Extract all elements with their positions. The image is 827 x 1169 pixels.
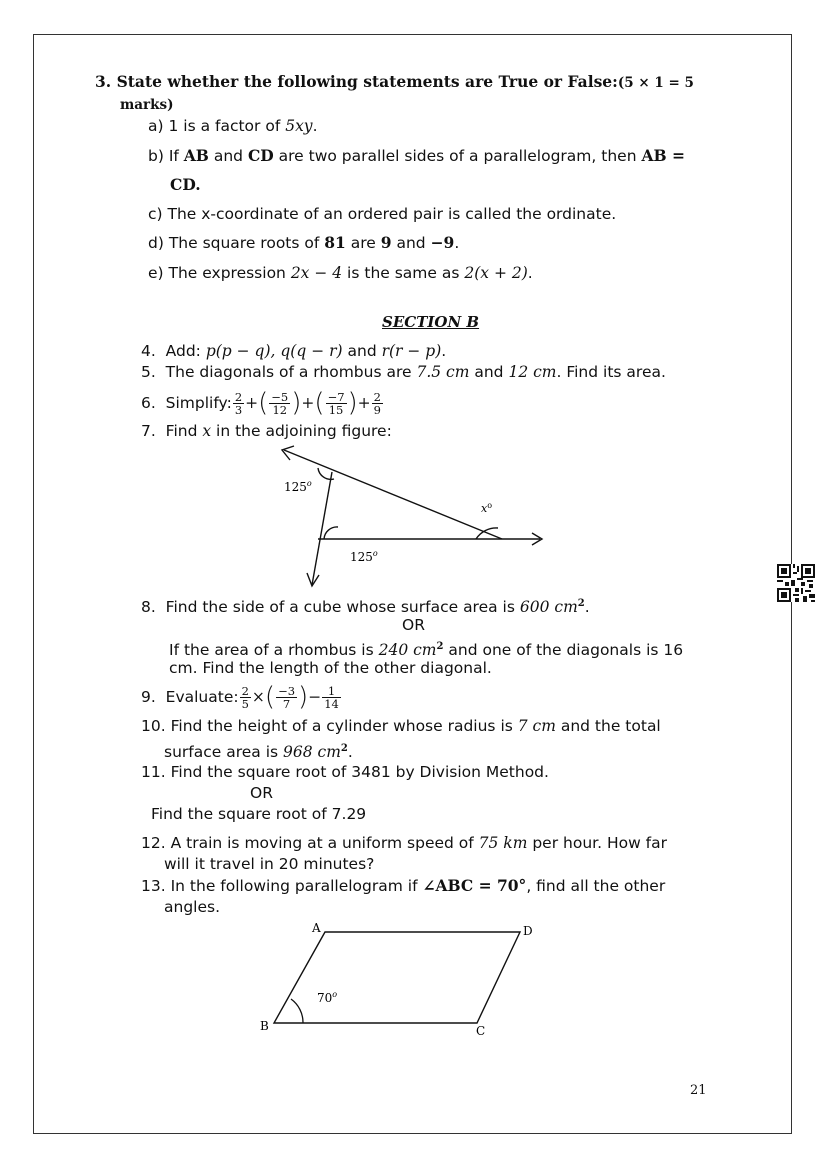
- vertex-label-a: A: [312, 921, 321, 935]
- parallelogram-shape: [274, 932, 520, 1023]
- question-4: 4. Add: p(p − q), q(q − r) and r(r − p).: [141, 342, 447, 360]
- vertex-label-b: B: [260, 1019, 269, 1033]
- question-10-cont: surface area is 968 $cm^2$.: [164, 743, 353, 762]
- fraction: $\frac{-3}{7}$: [278, 683, 296, 711]
- angle-arc-bottom: [324, 527, 338, 539]
- question-10: 10. Find the height of a cylinder whose radius is 7 cm and the total: [141, 717, 661, 735]
- angle-arc-b: [291, 999, 303, 1023]
- upper-ray: [284, 450, 502, 539]
- question-11: 11. Find the square root of 3481 by Division Method.: [141, 763, 549, 781]
- page-number: 21: [690, 1083, 707, 1098]
- section-b-heading: SECTION B: [382, 313, 480, 331]
- transversal-ray: [312, 472, 332, 585]
- fraction: $\frac{2}{9}$: [373, 389, 381, 417]
- angle-figure: [270, 440, 560, 595]
- q3-item-e: e) The expression 2x − 4 is the same as 2(x + 2).: [148, 264, 533, 282]
- angle-label-bottom: 125$^o$: [350, 549, 378, 564]
- question-13: 13. In the following parallelogram if ∠ABC = 70°, find all the other: [141, 876, 666, 895]
- q3-item-b: b) If AB and CD are two parallel sides of a parallelogram, then AB =: [148, 146, 685, 165]
- question-7: 7. Find x in the adjoining figure:: [141, 422, 392, 440]
- fraction: $\frac{2}{5}$: [241, 683, 249, 711]
- question-12-cont: will it travel in 20 minutes?: [164, 855, 375, 873]
- angle-label-x: $x^o$: [481, 501, 493, 515]
- question-5: 5. The diagonals of a rhombus are 7.5 cm and 12 cm. Find its area.: [141, 363, 666, 381]
- q11-or: OR: [250, 784, 273, 802]
- q3-item-a: a) 1 is a factor of 5xy.: [148, 117, 318, 135]
- q11-alt: Find the square root of 7.29: [151, 805, 367, 823]
- vertex-label-d: D: [523, 924, 533, 938]
- question-13-cont: angles.: [164, 898, 221, 916]
- question-8: 8. Find the side of a cube whose surface area is 600 $cm^2$.: [141, 598, 590, 617]
- q8-or: OR: [402, 616, 425, 634]
- q3-item-b-cont: CD.: [170, 175, 201, 194]
- fraction: $\frac{1}{14}$: [324, 683, 339, 711]
- q3-marks: marks): [120, 97, 174, 113]
- angle-label-top: 125$^o$: [284, 479, 312, 494]
- question-12: 12. A train is moving at a uniform speed of 75 km per hour. How far: [141, 834, 668, 852]
- q3-item-c: c) The x-coordinate of an ordered pair is called the ordinate.: [148, 205, 617, 223]
- qr-code-image: [777, 564, 815, 602]
- q8-alt-line-1: If the area of a rhombus is 240 $cm^2$ and one of the diagonals is 16: [169, 641, 684, 660]
- q3-item-d: d) The square roots of 81 are 9 and −9.: [148, 233, 460, 252]
- fraction: $\frac{2}{3}$: [234, 389, 243, 417]
- q3-heading: 3. State whether the following statements are True or False:(5 × 1 = 5: [95, 72, 694, 91]
- question-9: 9. Evaluate: $\frac{2}{5}$ × ( $\frac{-3}{7}$ ) − $\frac{1}{14}$: [141, 682, 339, 712]
- parallelogram-figure: [250, 918, 550, 1042]
- question-6: 6. Simplify: $\frac{2}{3}$ + ( $\frac{-5}{12}$ ) + ( $\frac{-7}{15}$ ) + $\frac{2}{9}$: [141, 388, 381, 418]
- vertex-label-c: C: [476, 1024, 486, 1038]
- q8-alt-line-2: cm. Find the length of the other diagonal.: [169, 659, 492, 677]
- fraction: $\frac{-5}{12}$: [271, 389, 289, 417]
- fraction: $\frac{-7}{15}$: [327, 389, 345, 417]
- angle-label-70: 70$^o$: [317, 990, 338, 1005]
